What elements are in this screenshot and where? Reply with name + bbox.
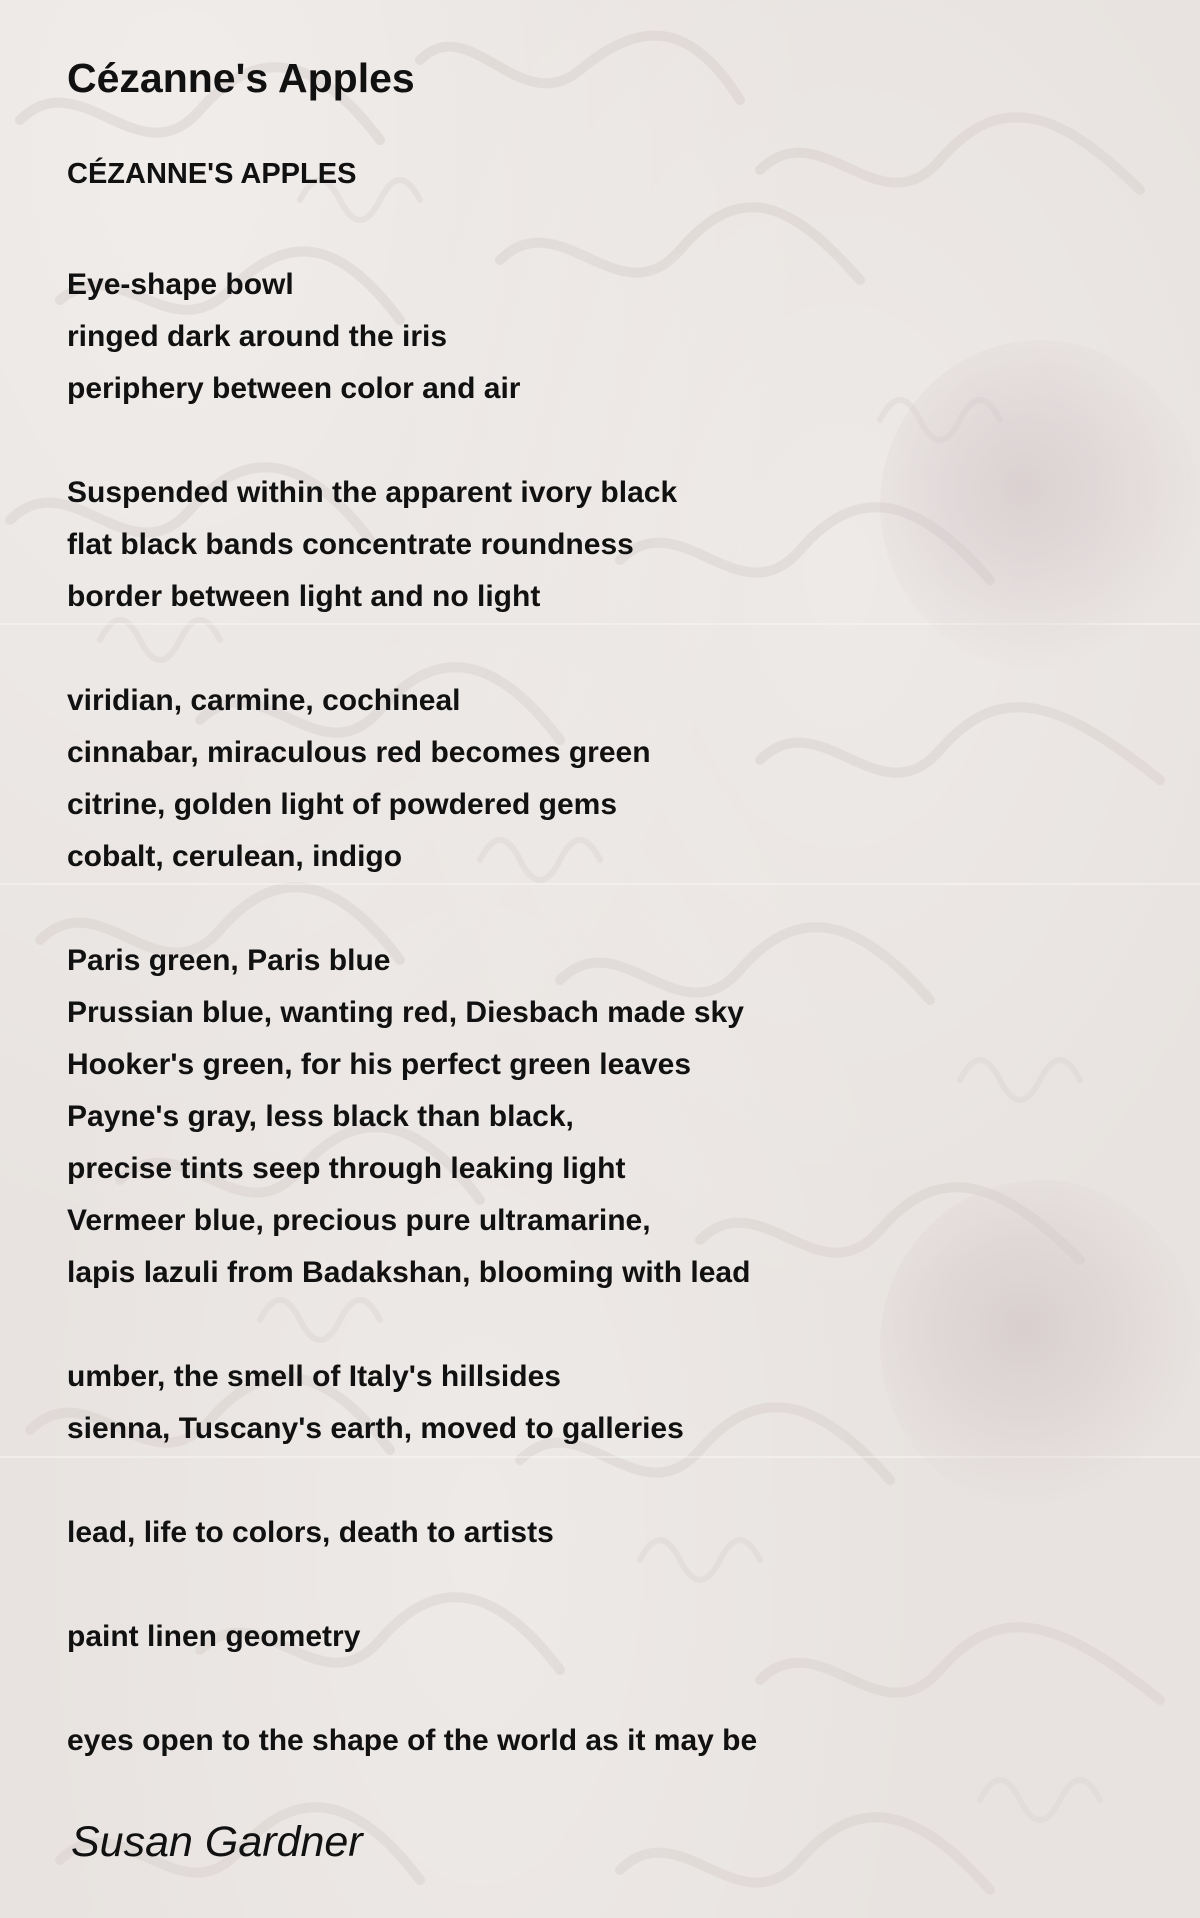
poem-line: cinnabar, miraculous red becomes green [67,736,651,769]
poem-line: Prussian blue, wanting red, Diesbach made sky [67,996,744,1029]
ink-stain [880,1180,1200,1510]
poem-line: Suspended within the apparent ivory black [67,476,678,509]
poem-line: Eye-shape bowl [67,268,294,301]
poem-line: sienna, Tuscany's earth, moved to galleries [67,1412,684,1445]
poem-line: flat black bands concentrate roundness [67,528,634,561]
poem-line: viridian, carmine, cochineal [67,684,461,717]
poem-line: ringed dark around the iris [67,320,448,353]
poem-line: precise tints seep through leaking light [67,1152,626,1185]
stanza [67,1507,757,1559]
poem-line: periphery between color and air [67,372,521,405]
poem-line: cobalt, cerulean, indigo [67,840,403,873]
poem-line: lead, life to colors, death to artists [67,1516,554,1549]
ink-stain [880,340,1200,670]
poem-line: Payne's gray, less black than black, [67,1100,574,1133]
poem-line: Hooker's green, for his perfect green leaves [67,1048,692,1081]
stanza [67,259,757,415]
poem-body [67,259,757,1819]
poem-line: border between light and no light [67,580,541,613]
stanza [67,467,757,623]
author-name: Susan Gardner [71,1818,363,1866]
stanza [67,675,757,883]
stanza [67,1611,757,1663]
poem-line: citrine, golden light of powdered gems [67,788,618,821]
poem-line: eyes open to the shape of the world as it may be [67,1724,758,1757]
poem-line: paint linen geometry [67,1620,361,1653]
poem-heading: CÉZANNE'S APPLES [67,158,357,190]
stanza [67,935,757,1299]
stanza [67,1715,757,1767]
poem-line: umber, the smell of Italy's hillsides [67,1360,561,1393]
poem-line: Paris green, Paris blue [67,944,391,977]
poem-line: lapis lazuli from Badakshan, blooming with lead [67,1256,751,1289]
page-title: Cézanne's Apples [67,55,415,101]
stanza [67,1351,757,1455]
poem-line: Vermeer blue, precious pure ultramarine, [67,1204,651,1237]
